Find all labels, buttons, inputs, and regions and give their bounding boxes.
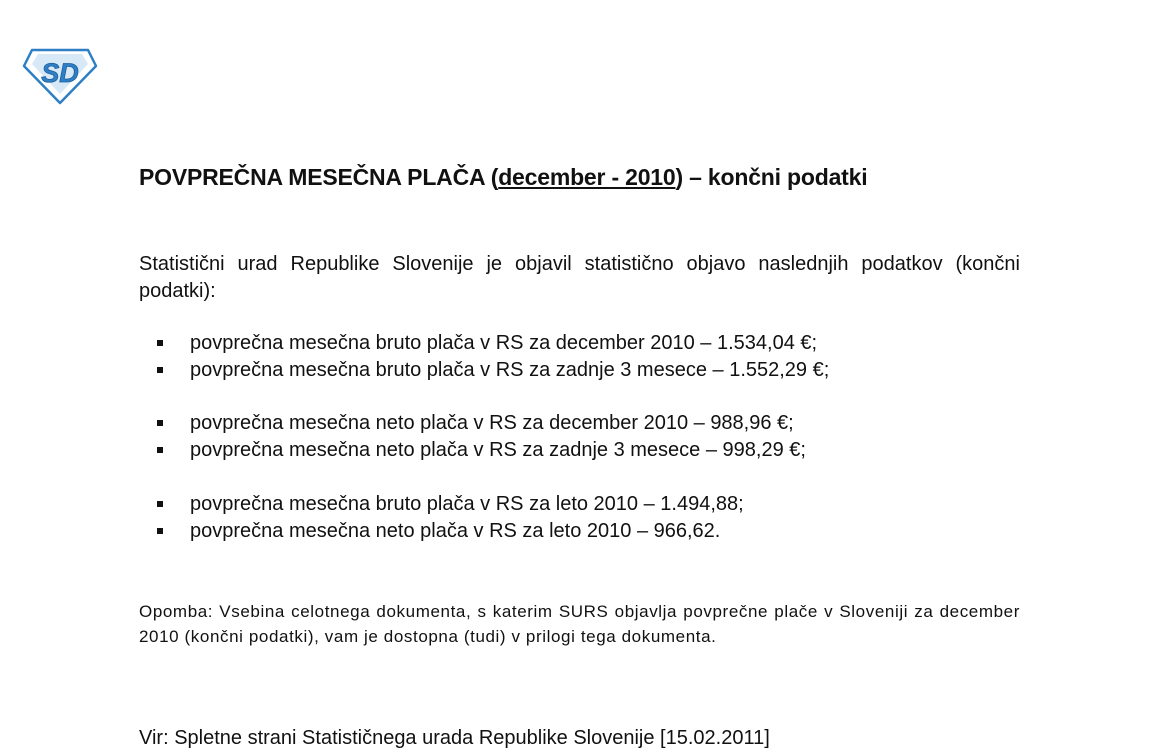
logo-letters: [41, 58, 79, 88]
list-item: [139, 437, 806, 464]
title-prefix: POVPREČNA MESEČNA PLAČA (: [139, 164, 499, 190]
page-title: [139, 164, 1029, 191]
note-paragraph: Opomba: Vsebina celotnega dokumenta, s katerim SURS objavlja povprečne plače v Sloveniji za december 2010 (končni podatki), vam je dostopna (tudi) v prilogi tega dokumenta.: [139, 602, 1020, 646]
bullet-list-bruto-december: [139, 330, 829, 384]
list-item: [139, 357, 829, 384]
bullet-icon: [157, 367, 163, 373]
bullet-icon: [157, 528, 163, 534]
list-item: [139, 518, 744, 545]
list-item-text: povprečna mesečna bruto plača v RS za leto 2010 – 1.494,88;: [190, 493, 744, 515]
list-item-text: povprečna mesečna neto plača v RS za december 2010 – 988,96 €;: [190, 412, 794, 434]
list-item-text: povprečna mesečna neto plača v RS za leto 2010 – 966,62.: [190, 520, 721, 542]
title-period: december - 2010: [498, 164, 676, 190]
title-suffix: ) – končni podatki: [675, 164, 868, 190]
bullet-list-year-2010: [139, 491, 744, 545]
list-item: [139, 330, 829, 357]
list-item-text: povprečna mesečna bruto plača v RS za december 2010 – 1.534,04 €;: [190, 332, 818, 354]
bullet-icon: [157, 340, 163, 346]
intro-paragraph: Statistični urad Republike Slovenije je objavil statistično objavo naslednjih podatkov (končni podatki):: [139, 253, 1020, 302]
bullet-icon: [157, 501, 163, 507]
list-item-text: povprečna mesečna bruto plača v RS za zadnje 3 mesece – 1.552,29 €;: [190, 359, 830, 381]
bullet-icon: [157, 447, 163, 453]
sd-logo: [22, 46, 98, 106]
list-item: [139, 491, 744, 518]
list-item: [139, 410, 806, 437]
logo-text: SD: [41, 58, 79, 88]
bullet-list-neto-december: [139, 410, 806, 464]
list-item-text: povprečna mesečna neto plača v RS za zadnje 3 mesece – 998,29 €;: [190, 439, 806, 461]
bullet-icon: [157, 420, 163, 426]
source-line: Vir: Spletne strani Statističnega urada Republike Slovenije [15.02.2011]: [139, 727, 770, 749]
